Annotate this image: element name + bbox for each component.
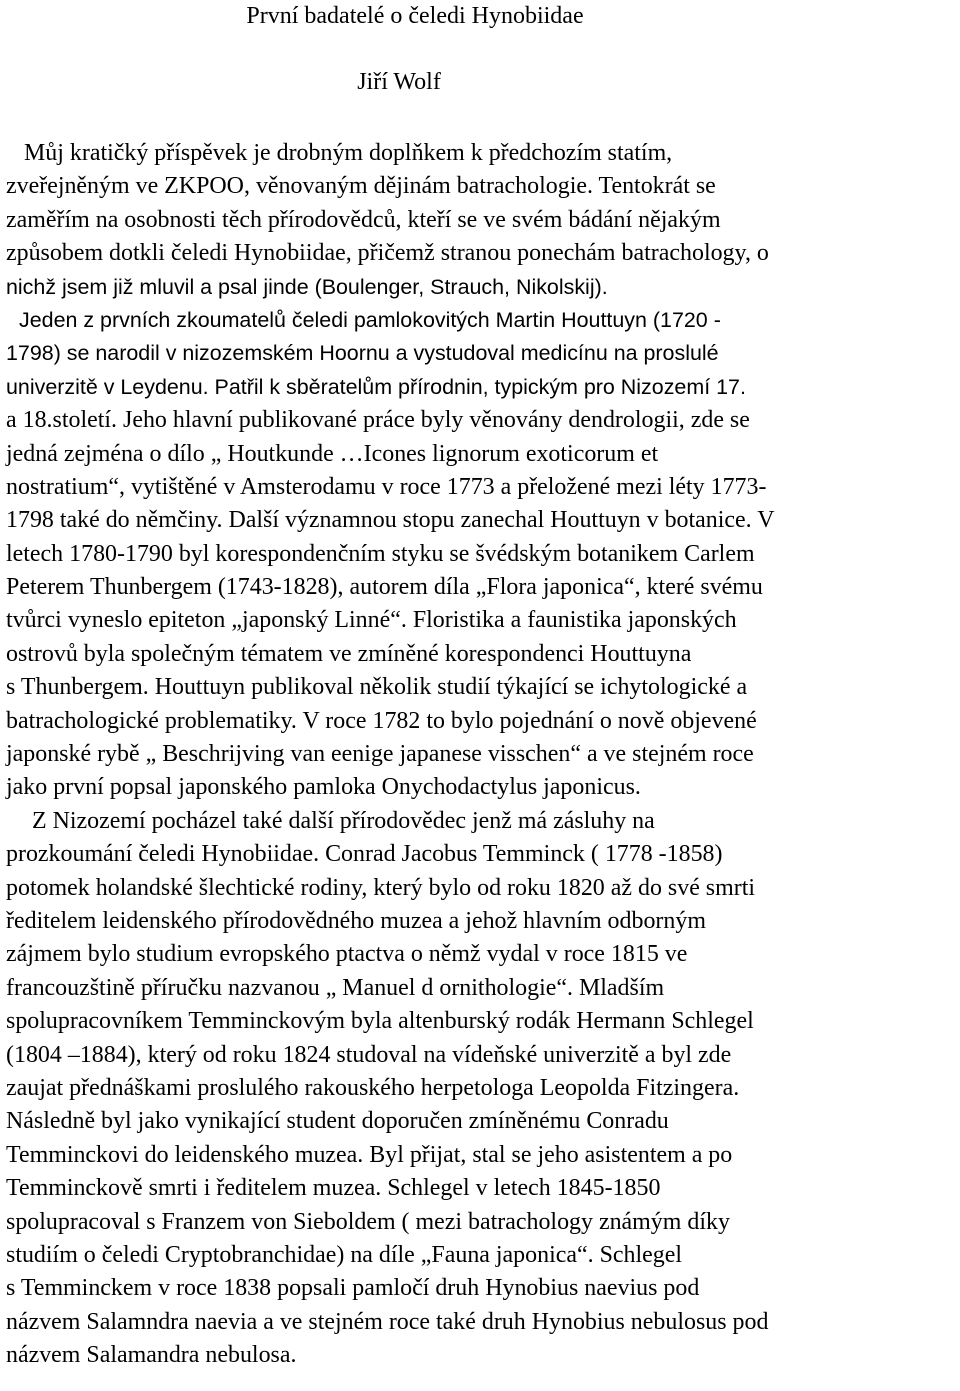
- text-line: 1798) se narodil v nizozemském Hoornu a vystudoval medicínu na proslulé: [6, 341, 719, 366]
- text-line: ostrovů byla společným tématem ve zmíněné korespondenci Houttuyna: [6, 640, 692, 667]
- text-line: zveřejněným ve ZKPOO, věnovaným dějinám batrachologie. Tentokrát se: [6, 173, 716, 200]
- text-line: zaměřím na osobnosti těch přírodovědců, kteří se ve svém bádání nějakým: [6, 206, 721, 233]
- text-line: francouzštině příručku nazvanou „ Manuel d ornithologie“. Mladším: [6, 974, 665, 1001]
- text-line: názvem Salamndra naevia a ve stejném roce také druh Hynobius nebulosus pod: [6, 1308, 769, 1335]
- text-line: spolupracoval s Franzem von Sieboldem ( mezi batrachology známým díky: [6, 1208, 730, 1235]
- document-author: Jiří Wolf: [357, 69, 441, 95]
- text-line: ředitelem leidenského přírodovědného muzea a jehož hlavním odborným: [6, 907, 706, 934]
- text-line: japonské rybě „ Beschrijving van eenige japanese visschen“ a ve stejném roce: [6, 741, 754, 768]
- text-line: Následně byl jako vynikající student doporučen zmíněnému Conradu: [6, 1108, 669, 1135]
- text-line: prozkoumání čeledi Hynobiidae. Conrad Jacobus Temminck ( 1778 -1858): [6, 841, 723, 868]
- text-line: způsobem dotkli čeledi Hynobiidae, přičemž stranou ponechám batrachology, o: [6, 240, 769, 267]
- text-line: zájmem bylo studium evropského ptactva o němž vydal v roce 1815 ve: [6, 941, 688, 968]
- text-line: nostratium“, vytištěné v Amsterodamu v roce 1773 a přeložené mezi léty 1773-: [6, 473, 767, 500]
- text-line: spolupracovníkem Temminckovým byla altenburský rodák Hermann Schlegel: [6, 1008, 754, 1035]
- text-line: s Thunbergem. Houttuyn publikoval několik studií týkající se ichytologické a: [6, 674, 748, 701]
- text-line: batrachologické problematiky. V roce 1782 to bylo pojednání o nově objevené: [6, 707, 757, 734]
- text-line: Z Nizozemí pocházel také další přírodovědec jenž má zásluhy na: [32, 807, 655, 834]
- text-line: jako první popsal japonského pamloka Onychodactylus japonicus.: [6, 774, 641, 801]
- document-body: [6, 137, 958, 1372]
- text-line: (1804 –1884), který od roku 1824 studoval na vídeňské univerzitě a byl zde: [6, 1041, 732, 1068]
- text-line: Temminckovi do leidenského muzea. Byl přijat, stal se jeho asistentem a po: [6, 1141, 733, 1168]
- text-line: Temminckově smrti i ředitelem muzea. Schlegel v letech 1845-1850: [6, 1175, 661, 1202]
- text-line: potomek holandské šlechtické rodiny, který bylo od roku 1820 až do své smrti: [6, 874, 756, 901]
- text-line: letech 1780-1790 byl korespondenčním styku se švédským botanikem Carlem: [6, 540, 755, 567]
- document-title: První badatelé o čeledi Hynobiidae: [246, 3, 584, 29]
- text-line: 1798 také do němčiny. Další významnou stopu zanechal Houttuyn v botanice. V: [6, 507, 775, 534]
- text-line: Můj kratičký příspěvek je drobným doplňkem k předchozím statím,: [24, 140, 673, 166]
- text-line: tvůrci vyneslo epiteton „japonský Linné“. Floristika a faunistika japonských: [6, 607, 737, 634]
- text-line: zaujat přednáškami proslulého rakouského herpetologa Leopolda Fitzingera.: [6, 1074, 740, 1101]
- text-line: názvem Salamandra nebulosa.: [6, 1342, 297, 1369]
- text-line: univerzitě v Leydenu. Patřil k sběratelům přírodnin, typickým pro Nizozemí 17.: [6, 374, 746, 399]
- text-line: Jeden z prvních zkoumatelů čeledi pamlokovitých Martin Houttuyn (1720 -: [19, 307, 721, 332]
- text-line: jedná zejména o dílo „ Houtkunde …Icones lignorum exoticorum et: [6, 440, 659, 467]
- text-line: a 18.století. Jeho hlavní publikované práce byly věnovány dendrologii, zde se: [6, 407, 750, 434]
- text-line: Peterem Thunbergem (1743-1828), autorem díla „Flora japonica“, které svému: [6, 574, 763, 601]
- text-line: s Temminckem v roce 1838 popsali pamločí druh Hynobius naevius pod: [6, 1275, 700, 1302]
- text-line: nichž jsem již mluvil a psal jinde (Boulenger, Strauch, Nikolskij).: [6, 274, 608, 299]
- text-line: studiím o čeledi Cryptobranchidae) na díle „Fauna japonica“. Schlegel: [6, 1241, 683, 1268]
